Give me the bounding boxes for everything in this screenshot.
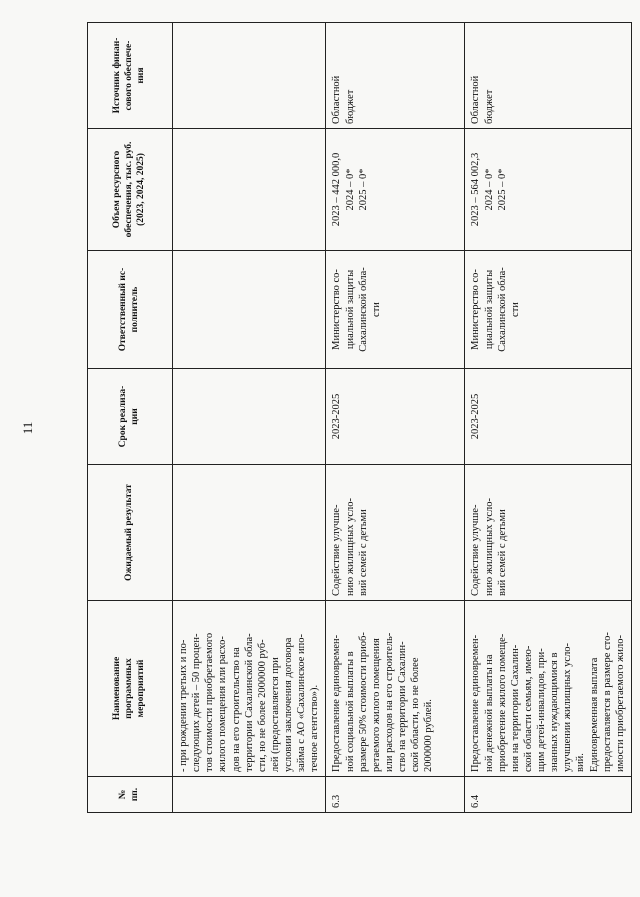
header-num: № пп. <box>88 777 173 813</box>
header-result: Ожидаемый результат <box>88 465 173 601</box>
table-row <box>465 23 632 813</box>
table-row <box>326 23 465 813</box>
cell-result: Содействие улучше- нию жилищных усло- вий семей с детьми <box>465 465 632 601</box>
cell-source <box>173 23 326 129</box>
program-measures-table <box>87 22 632 813</box>
header-volume: Объем ресурсного обеспечения, тыс. руб. (2023, 2024, 2025) <box>88 129 173 251</box>
cell-volume: 2023 – 564 002,3 2024 – 0* 2025 – 0* <box>465 129 632 251</box>
cell-num: 6.4 <box>465 777 632 813</box>
cell-volume: 2023 – 442 000,0 2024 – 0* 2025 – 0* <box>326 129 465 251</box>
rotated-table-container <box>87 23 626 813</box>
cell-name: Предоставление единовремен- ной денежной выплаты на приобретение жилого помеще- ния на территории Сахалин- ской области семьям, имею- щим детей-инвалидов, при- знанных нуждающимися в улучшении жилищных усло- вий. Единовременная выплата предоставляется в размере сто- имости приобретаемого жило- <box>465 601 632 777</box>
cell-period <box>173 369 326 465</box>
cell-executor: Министерство со- циальной защиты Сахалинской обла- сти <box>465 251 632 369</box>
page-number: 11 <box>20 421 35 435</box>
table-header-row <box>88 23 173 813</box>
cell-name: - при рождении третьих и по- следующих детей – 50 процен- тов стоимости приобретаемого жилого помещения или расхо- дов на его строительство на территории Сахалинской обла- сти, но не более 2000000 руб- лей (предоставляется при условии заключения договора займа с АО «Сахалинское ипо- течное агентство»). <box>173 601 326 777</box>
cell-source: Областной бюджет <box>326 23 465 129</box>
header-source: Источник финан- сового обеспече- ния <box>88 23 173 129</box>
cell-result <box>173 465 326 601</box>
cell-source: Областной бюджет <box>465 23 632 129</box>
cell-volume <box>173 129 326 251</box>
table-row <box>173 23 326 813</box>
cell-period: 2023-2025 <box>465 369 632 465</box>
cell-result: Содействие улучше- нию жилищных усло- вий семей с детьми <box>326 465 465 601</box>
cell-executor <box>173 251 326 369</box>
cell-period: 2023-2025 <box>326 369 465 465</box>
cell-executor: Министерство со- циальной защиты Сахалинской обла- сти <box>326 251 465 369</box>
cell-num: 6.3 <box>326 777 465 813</box>
cell-name: Предоставление единовремен- ной социальной выплаты в размере 50% стоимости приоб- ретаемого жилого помещения или расходов на его строитель- ство на территории Сахалин- ской области, но не более 2000000 рублей. <box>326 601 465 777</box>
header-name: Наименование программных мероприятий <box>88 601 173 777</box>
header-executor: Ответственный ис- полнитель <box>88 251 173 369</box>
header-period: Срок реализа- ции <box>88 369 173 465</box>
cell-num <box>173 777 326 813</box>
